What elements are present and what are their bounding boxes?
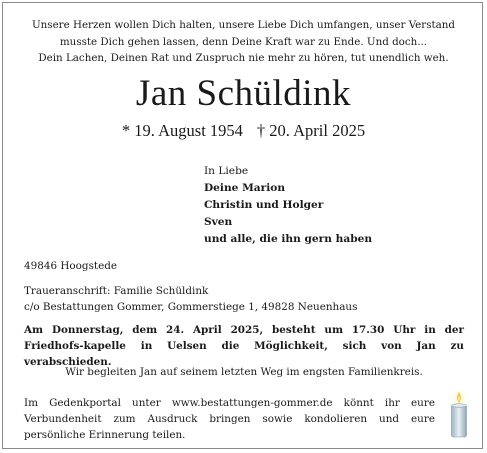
poem-line: Unsere Herzen wollen Dich halten, unsere Liebe Dich umfangen, unser Verstand bbox=[32, 19, 455, 31]
candle-icon bbox=[447, 389, 471, 439]
deceased-name: Jan Schüldink bbox=[135, 73, 352, 114]
life-dates bbox=[0, 120, 487, 142]
poem-line: musste Dich gehen lassen, denn Deine Kraft war zu Ende. Und doch... bbox=[59, 35, 428, 48]
birth-date: * 19. August 1954 bbox=[121, 121, 243, 140]
farewell-announcement: Am Donnerstag, dem 24. April 2025, besteht um 17.30 Uhr in der Friedhofs-kapelle in Uelsen die Möglichkeit, sich von Jan zu verabschieden. bbox=[24, 324, 464, 368]
mourner-line: Deine Marion bbox=[204, 182, 286, 194]
memorial-portal-note: Im Gedenkportal unter www.bestattungen-gommer.de könnt ihr eure Verbundenheit zum Ausdruck bringen sowie kondolieren und eure persönliche Erinnerung teilen. bbox=[24, 397, 435, 441]
poem bbox=[0, 17, 487, 67]
mourner-line: Sven bbox=[204, 216, 233, 228]
mourners-block bbox=[204, 163, 372, 248]
mourners-intro: In Liebe bbox=[204, 165, 249, 177]
mourning-address bbox=[24, 283, 464, 315]
address-line: c/o Bestattungen Gommer, Gommerstiege 1, 49828 Neuenhaus bbox=[24, 301, 358, 313]
address-line: Traueranschrift: Familie Schüldink bbox=[24, 285, 209, 297]
burial-note: Wir begleiten Jan auf seinem letzten Weg im engsten Familienkreis. bbox=[65, 366, 423, 378]
mourner-line: Christin und Holger bbox=[204, 199, 324, 211]
mourner-line: und alle, die ihn gern haben bbox=[204, 233, 373, 245]
death-date: † 20. April 2025 bbox=[256, 121, 366, 140]
location: 49846 Hoogstede bbox=[24, 260, 118, 272]
poem-line: Dein Lachen, Deinen Rat und Zuspruch nie mehr zu hören, tut unendlich weh. bbox=[38, 52, 449, 64]
